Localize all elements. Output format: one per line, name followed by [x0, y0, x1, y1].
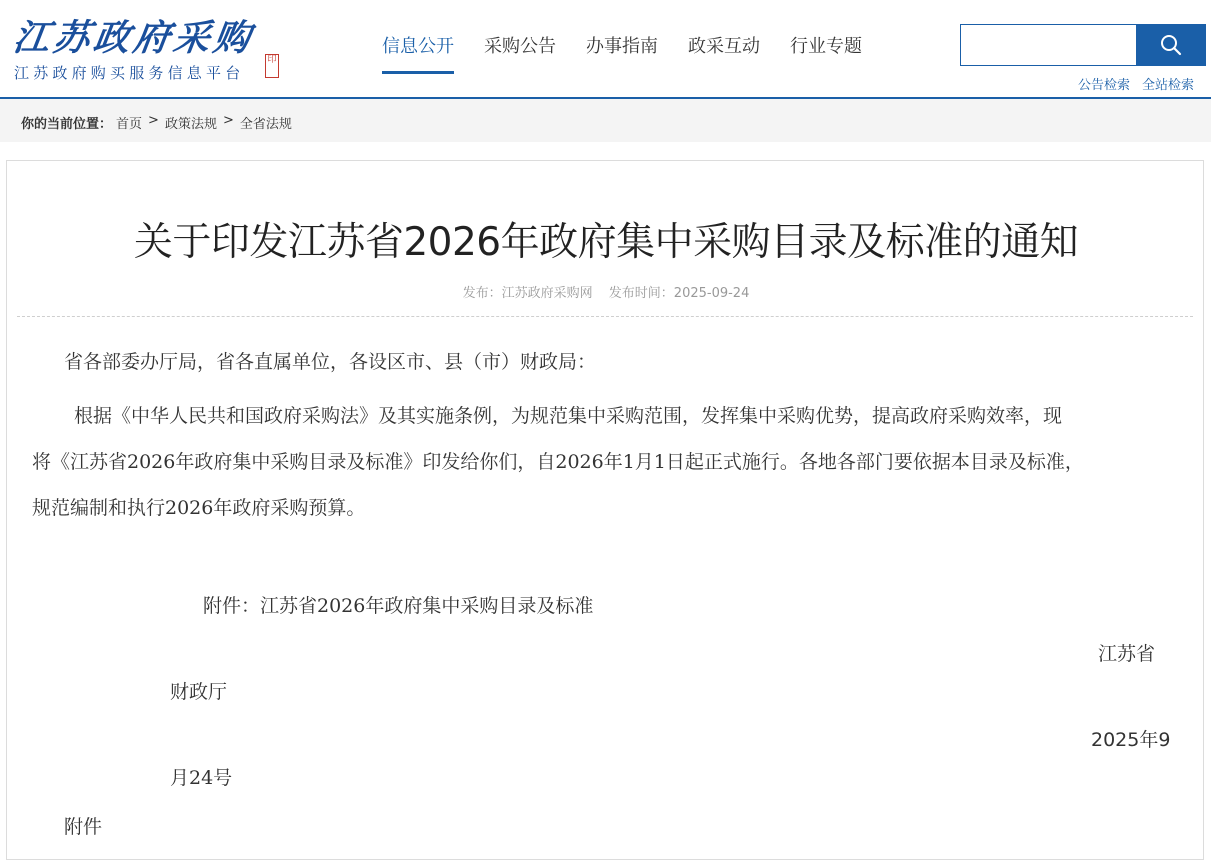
site-logo-title[interactable]: 江苏政府采购	[10, 17, 257, 59]
date-line: 2025年9	[1091, 729, 1171, 751]
site-header	[0, 0, 1211, 98]
article-body-line: 根据《中华人民共和国政府采购法》及其实施条例，为规范集中采购范围，发挥集中采购优势，提高政府采购效率，现	[74, 405, 1063, 427]
site-search-link[interactable]: 全站检索	[1141, 78, 1194, 93]
article-divider	[17, 316, 1193, 317]
search-input[interactable]	[961, 25, 1136, 65]
announcement-search-link[interactable]: 公告检索	[1077, 78, 1130, 93]
article-publisher: 发布：江苏政府采购网	[462, 286, 593, 301]
logo-seal-icon: 印	[265, 54, 279, 78]
breadcrumb-label: 你的当前位置：	[21, 117, 113, 132]
article-salutation: 省各部委办厅局，省各直属单位，各设区市、县（市）财政局：	[64, 351, 597, 373]
date-line: 月24号	[170, 767, 233, 789]
nav-item-interaction[interactable]: 政采互动	[688, 36, 760, 57]
article-body-line: 规范编制和执行2026年政府采购预算。	[32, 497, 366, 519]
article-publish-time: 发布时间：2025-09-24	[608, 286, 750, 301]
article-body-line: 将《江苏省2026年政府集中采购目录及标准》印发给你们，自2026年1月1日起正式施行。各地各部门要依据本目录及标准，	[32, 451, 1084, 473]
search-links	[1078, 74, 1194, 93]
main-nav	[382, 32, 892, 74]
signature-line: 财政厅	[170, 681, 228, 703]
attachment-line: 附件：江苏省2026年政府集中采购目录及标准	[203, 595, 594, 617]
breadcrumb-home[interactable]: 首页	[116, 117, 143, 132]
site-logo-subtitle: 江苏政府购买服务信息平台	[14, 64, 245, 82]
signature-line: 江苏省	[1098, 643, 1156, 665]
article-meta	[7, 282, 1205, 301]
nav-item-procurement-notices[interactable]: 采购公告	[484, 36, 556, 57]
breadcrumb	[21, 113, 292, 132]
nav-item-service-guide[interactable]: 办事指南	[586, 36, 658, 57]
attachment-heading: 附件	[64, 816, 103, 838]
article-container	[6, 160, 1204, 860]
nav-item-industry-topics[interactable]: 行业专题	[790, 36, 862, 57]
breadcrumb-bar	[0, 99, 1211, 142]
breadcrumb-separator: >	[222, 113, 234, 128]
search-button[interactable]	[1136, 24, 1206, 66]
breadcrumb-separator: >	[148, 113, 159, 128]
search-icon	[1160, 34, 1182, 56]
breadcrumb-provincial-regulations[interactable]: 全省法规	[239, 117, 292, 132]
search-box	[960, 24, 1136, 66]
article-title: 关于印发江苏省2026年政府集中采购目录及标准的通知	[133, 220, 1079, 265]
nav-item-info-disclosure[interactable]: 信息公开	[382, 32, 454, 74]
breadcrumb-policy[interactable]: 政策法规	[164, 117, 217, 132]
